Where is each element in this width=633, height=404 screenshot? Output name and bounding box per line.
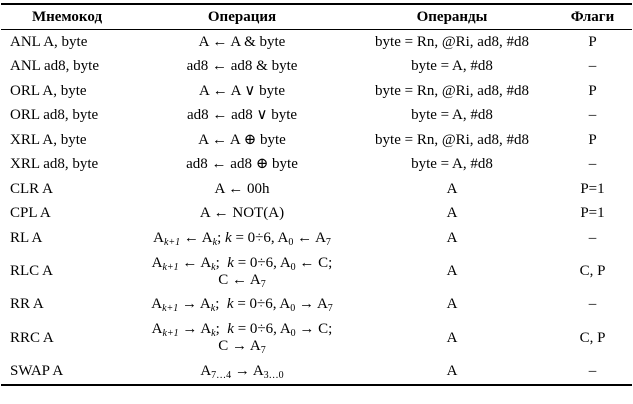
mnemonic-cell: RRC A xyxy=(10,329,54,346)
operation-cell: A ← A ∨ byte xyxy=(199,82,285,99)
mnemonic-cell: ANL ad8, byte xyxy=(10,58,100,75)
operation-cell: ad8 ← ad8 & byte xyxy=(186,58,298,75)
formula-text: → A xyxy=(178,296,211,313)
operation-cell: A ← 00h xyxy=(214,180,270,197)
formula-text: ← C; xyxy=(295,254,333,271)
flags-cell: P xyxy=(588,131,597,148)
variable: k xyxy=(227,254,234,271)
mnemonic-cell: XRL ad8, byte xyxy=(10,156,99,173)
subscript: k+1 xyxy=(163,236,181,248)
operands-cell: A xyxy=(446,329,458,346)
formula-text: → C; xyxy=(295,321,333,337)
mnemonic-cell: ANL A, byte xyxy=(10,33,88,50)
operation-line xyxy=(133,338,351,355)
formula-text: ← A xyxy=(180,229,213,246)
header-flags: Флаги xyxy=(553,4,632,30)
variable: k xyxy=(227,321,234,337)
formula-text: = 0÷6, A xyxy=(233,321,291,337)
operation-cell xyxy=(133,359,351,385)
subscript: 7 xyxy=(327,303,333,315)
formula-text: → A xyxy=(295,296,328,313)
operation-cell xyxy=(133,226,351,251)
table-row xyxy=(1,226,632,251)
mnemonic-cell: CPL A xyxy=(10,205,51,222)
operation-cell xyxy=(133,293,351,318)
subscript: k+1 xyxy=(162,261,179,273)
table-row xyxy=(1,55,632,80)
mnemonic-cell: ORL A, byte xyxy=(10,82,87,99)
operation-cell xyxy=(133,251,351,293)
subscript: k+1 xyxy=(162,328,179,339)
operands-cell: byte = A, #d8 xyxy=(411,58,493,75)
flags-cell: P=1 xyxy=(580,205,605,222)
operands-cell: A xyxy=(446,205,458,222)
operation-line xyxy=(133,272,351,289)
flags-cell: C, P xyxy=(579,329,606,346)
operation-line xyxy=(133,321,351,338)
subscript: 3…0 xyxy=(263,369,284,381)
table-row xyxy=(1,79,632,104)
subscript: 0 xyxy=(290,261,296,273)
header-row xyxy=(1,4,632,30)
mnemonic-cell: ORL ad8, byte xyxy=(10,107,99,124)
operands-cell: byte = A, #d8 xyxy=(411,107,493,124)
formula-text: C → A xyxy=(218,338,261,354)
subscript: k xyxy=(211,261,216,273)
formula-text: A xyxy=(151,254,163,271)
variable: k xyxy=(226,296,234,313)
operation-cell: A ← A & byte xyxy=(198,33,286,50)
table-row xyxy=(1,104,632,129)
formula-text: = 0÷6, A xyxy=(233,254,291,271)
table-row xyxy=(1,153,632,178)
flags-cell: P=1 xyxy=(580,180,605,197)
operands-cell: A xyxy=(446,180,458,197)
table-row xyxy=(1,317,632,359)
operands-cell: A xyxy=(446,263,458,279)
flags-cell: – xyxy=(588,58,597,75)
formula-text: ; xyxy=(215,321,228,337)
subscript: 0 xyxy=(288,236,294,248)
formula-text: A xyxy=(200,362,212,379)
formula-text: C ← A xyxy=(218,271,261,288)
formula-text: A xyxy=(153,229,164,246)
subscript: 7…4 xyxy=(211,369,232,381)
subscript: 0 xyxy=(290,303,296,315)
flags-cell: – xyxy=(588,296,597,313)
mnemonic-cell: RL A xyxy=(10,229,43,246)
mnemonic-cell: RR A xyxy=(10,296,44,313)
flags-cell: – xyxy=(588,229,597,246)
flags-cell: – xyxy=(588,156,597,173)
operands-cell: A xyxy=(446,229,458,246)
flags-cell: – xyxy=(553,359,632,385)
formula-text: = 0÷6, A xyxy=(233,296,291,313)
formula-text: ; xyxy=(215,296,227,313)
operation-line xyxy=(133,363,351,380)
subscript: k+1 xyxy=(162,303,179,315)
mnemonic-cell: CLR A xyxy=(10,180,53,197)
operation-cell: ad8 ← ad8 ⊕ byte xyxy=(186,156,298,173)
subscript: 0 xyxy=(290,328,296,339)
table-row xyxy=(1,30,632,55)
operands-cell: byte = Rn, @Ri, ad8, #d8 xyxy=(375,131,529,148)
operation-line xyxy=(133,296,351,313)
flags-cell: C, P xyxy=(579,263,606,279)
table-row xyxy=(1,202,632,227)
table-row xyxy=(1,359,632,385)
subscript: k xyxy=(211,328,216,339)
mnemonic-cell: SWAP A xyxy=(1,359,133,385)
operands-cell: byte = Rn, @Ri, ad8, #d8 xyxy=(375,82,529,99)
formula-text: → A xyxy=(178,321,212,337)
formula-text: = 0÷6, A xyxy=(231,229,289,246)
table-row xyxy=(1,128,632,153)
table-row xyxy=(1,251,632,293)
operands-cell: A xyxy=(446,296,458,313)
mnemonic-cell: XRL A, byte xyxy=(10,131,87,148)
subscript: k xyxy=(212,236,218,248)
formula-text: ← A xyxy=(178,254,212,271)
instruction-table xyxy=(1,3,632,386)
mnemonic-cell: RLC A xyxy=(10,263,53,279)
formula-text: → A xyxy=(231,362,264,379)
operation-cell xyxy=(133,317,351,359)
subscript: 7 xyxy=(260,345,266,356)
operation-line xyxy=(133,230,351,247)
operation-cell: ad8 ← ad8 ∨ byte xyxy=(186,107,298,124)
table-row xyxy=(1,177,632,202)
subscript: 7 xyxy=(325,236,331,248)
flags-cell: – xyxy=(588,107,597,124)
flags-cell: P xyxy=(588,33,597,50)
variable: k xyxy=(225,229,232,246)
formula-text: ; xyxy=(215,254,228,271)
formula-text: ← A xyxy=(293,229,326,246)
operation-cell: A ← A ⊕ byte xyxy=(198,131,286,148)
operation-line xyxy=(133,255,351,272)
operands-cell: byte = Rn, @Ri, ad8, #d8 xyxy=(375,33,529,50)
subscript: k xyxy=(210,303,216,315)
header-operation: Операция xyxy=(133,4,351,30)
header-mnemonic: Мнемокод xyxy=(1,4,133,30)
formula-text: ; xyxy=(217,229,226,246)
operands-cell: byte = A, #d8 xyxy=(411,156,493,173)
table-row xyxy=(1,293,632,318)
header-operands: Операнды xyxy=(351,4,553,30)
formula-text: A xyxy=(151,321,163,337)
formula-text: A xyxy=(151,296,163,313)
flags-cell: P xyxy=(588,82,597,99)
operands-cell: A xyxy=(351,359,553,385)
operation-cell: A ← NOT(A) xyxy=(199,205,285,222)
subscript: 7 xyxy=(260,278,266,290)
